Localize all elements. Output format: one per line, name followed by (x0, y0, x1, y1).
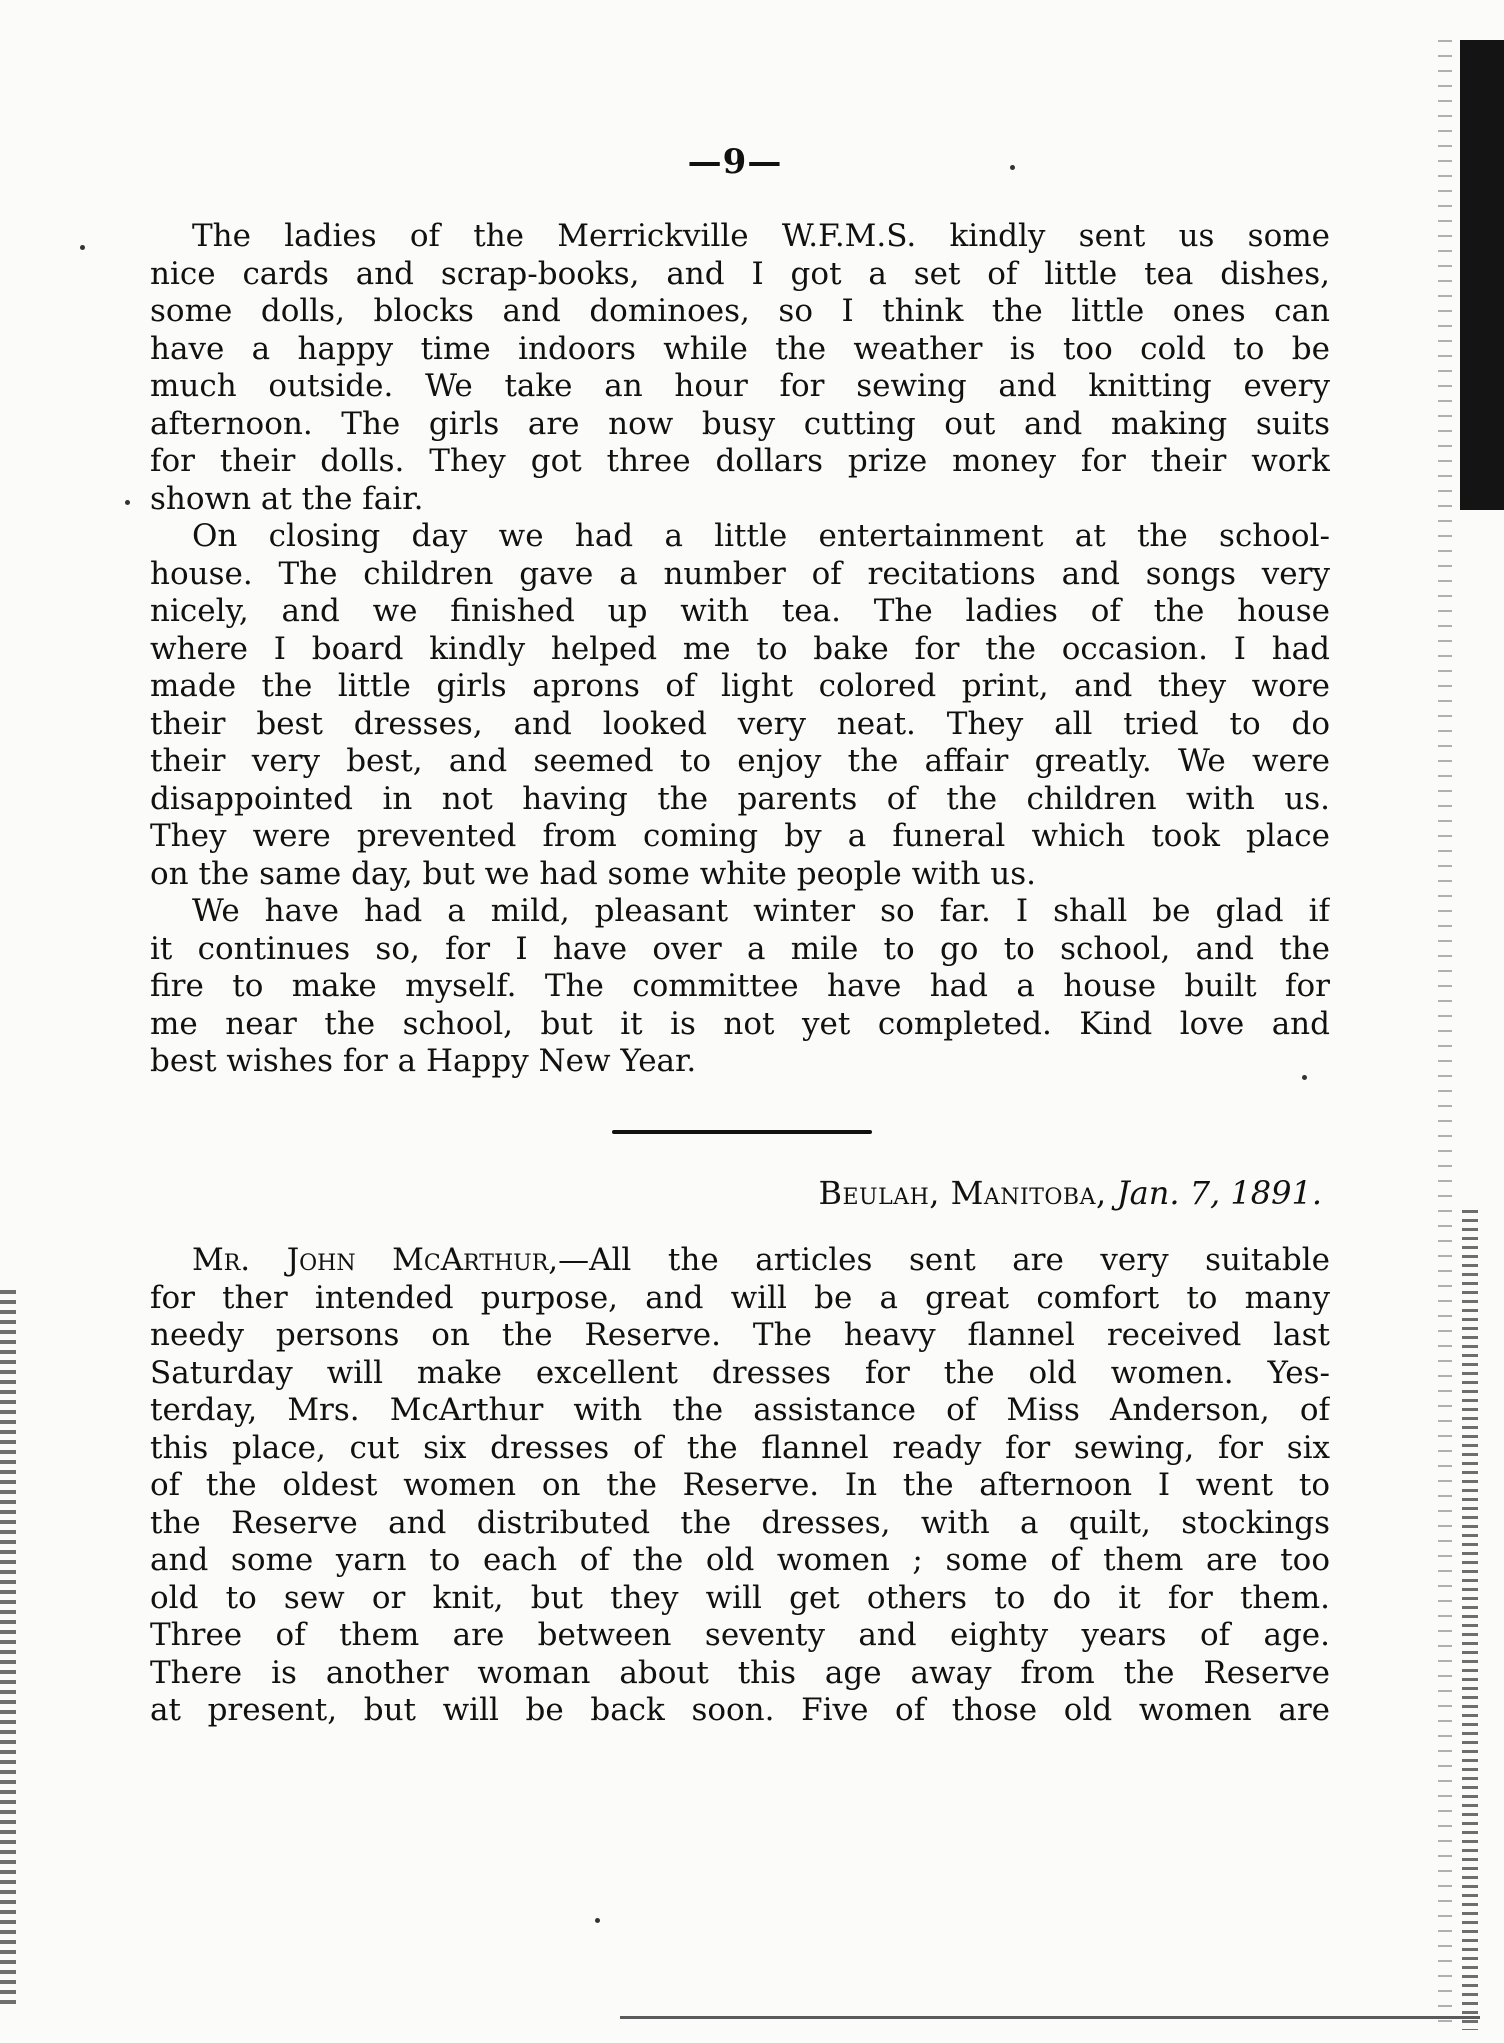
text-line: of the oldest women on the Reserve. In the afternoon I went to (150, 1467, 1330, 1503)
letter-dateline (652, 1174, 1322, 1212)
text-line: old to sew or knit, but they will get others to do it for them. (150, 1579, 1330, 1616)
text-line: and some yarn to each of the old women ; some of them are too (150, 1542, 1330, 1578)
text-line (150, 1242, 1330, 1280)
scan-speck (1010, 165, 1015, 170)
dateline-place: Beulah, Manitoba, (818, 1174, 1107, 1212)
text-line: shown at the fair. (150, 480, 424, 517)
section-divider (612, 1130, 872, 1134)
text-line: some dolls, blocks and dominoes, so I think the little ones can (150, 293, 1330, 329)
text-line: on the same day, but we had some white people with us. (150, 855, 1037, 892)
text-line: it continues so, for I have over a mile to go to school, and the (150, 930, 1330, 967)
text-line: this place, cut six dresses of the flannel ready for sewing, for six (150, 1429, 1330, 1466)
scan-left-edge-noise (0, 1290, 16, 2010)
text-line: fire to make myself. The committee have had a house built for (150, 968, 1330, 1004)
text-line: They were prevented from coming by a funeral which took place (150, 818, 1330, 854)
page-number: —9— (687, 142, 783, 182)
text-line: their very best, and seemed to enjoy the affair greatly. We were (150, 743, 1330, 779)
text-line: the Reserve and distributed the dresses, with a quilt, stockings (150, 1504, 1330, 1541)
text-line: afternoon. The girls are now busy cutting out and making suits (150, 405, 1330, 442)
scan-speck (125, 500, 130, 505)
letter-opening: —All the articles sent are very suitable (558, 1242, 1330, 1278)
text-line: at present, but will be back soon. Five of those old women are (150, 1692, 1330, 1728)
text-line: best wishes for a Happy New Year. (150, 1043, 697, 1079)
letter-body (150, 1242, 1330, 1730)
text-line: for ther intended purpose, and will be a great comfort to many (150, 1279, 1330, 1316)
paragraph (150, 218, 1330, 518)
text-line: On closing day we had a little entertainment at the school- (192, 518, 1330, 554)
text-line: The ladies of the Merrickville W.F.M.S. kindly sent us some (192, 218, 1330, 254)
scan-speck (80, 245, 85, 250)
paragraph (150, 893, 1330, 1081)
text-line: me near the school, but it is not yet completed. Kind love and (150, 1005, 1330, 1042)
scan-edge-shadow-lower (1462, 1210, 1478, 2030)
text-line: terday, Mrs. McArthur with the assistance of Miss Anderson, of (150, 1392, 1330, 1428)
scan-edge-noise (1438, 40, 1452, 2030)
scan-edge-shadow (1460, 40, 1504, 510)
letter-salutation: Mr. John McArthur, (192, 1242, 559, 1278)
text-line: There is another woman about this age away from the Reserve (150, 1654, 1330, 1691)
text-line: for their dolls. They got three dollars prize money for their work (150, 443, 1330, 479)
text-line: We have had a mild, pleasant winter so far. I shall be glad if (192, 893, 1330, 929)
text-line: Saturday will make excellent dresses for the old women. Yes- (150, 1354, 1330, 1391)
text-line: their best dresses, and looked very neat. They all tried to do (150, 705, 1330, 742)
scan-bottom-edge (620, 2016, 1480, 2019)
body-text (150, 218, 1330, 1081)
text-line: nice cards and scrap-books, and I got a set of little tea dishes, (150, 255, 1330, 292)
text-line: have a happy time indoors while the weather is too cold to be (150, 330, 1330, 367)
text-line: disappointed in not having the parents of the children with us. (150, 780, 1330, 817)
paragraph (150, 518, 1330, 893)
dateline-date: Jan. 7, 1891. (1116, 1174, 1322, 1212)
text-line: where I board kindly helped me to bake for the occasion. I had (150, 630, 1330, 667)
text-line: house. The children gave a number of recitations and songs very (150, 555, 1330, 592)
text-line: much outside. We take an hour for sewing and knitting every (150, 368, 1330, 404)
scan-speck (595, 1918, 600, 1923)
text-line: nicely, and we finished up with tea. The ladies of the house (150, 593, 1330, 629)
text-line: Three of them are between seventy and eighty years of age. (150, 1617, 1330, 1653)
text-line: made the little girls aprons of light colored print, and they wore (150, 668, 1330, 704)
text-line: needy persons on the Reserve. The heavy flannel received last (150, 1317, 1330, 1353)
